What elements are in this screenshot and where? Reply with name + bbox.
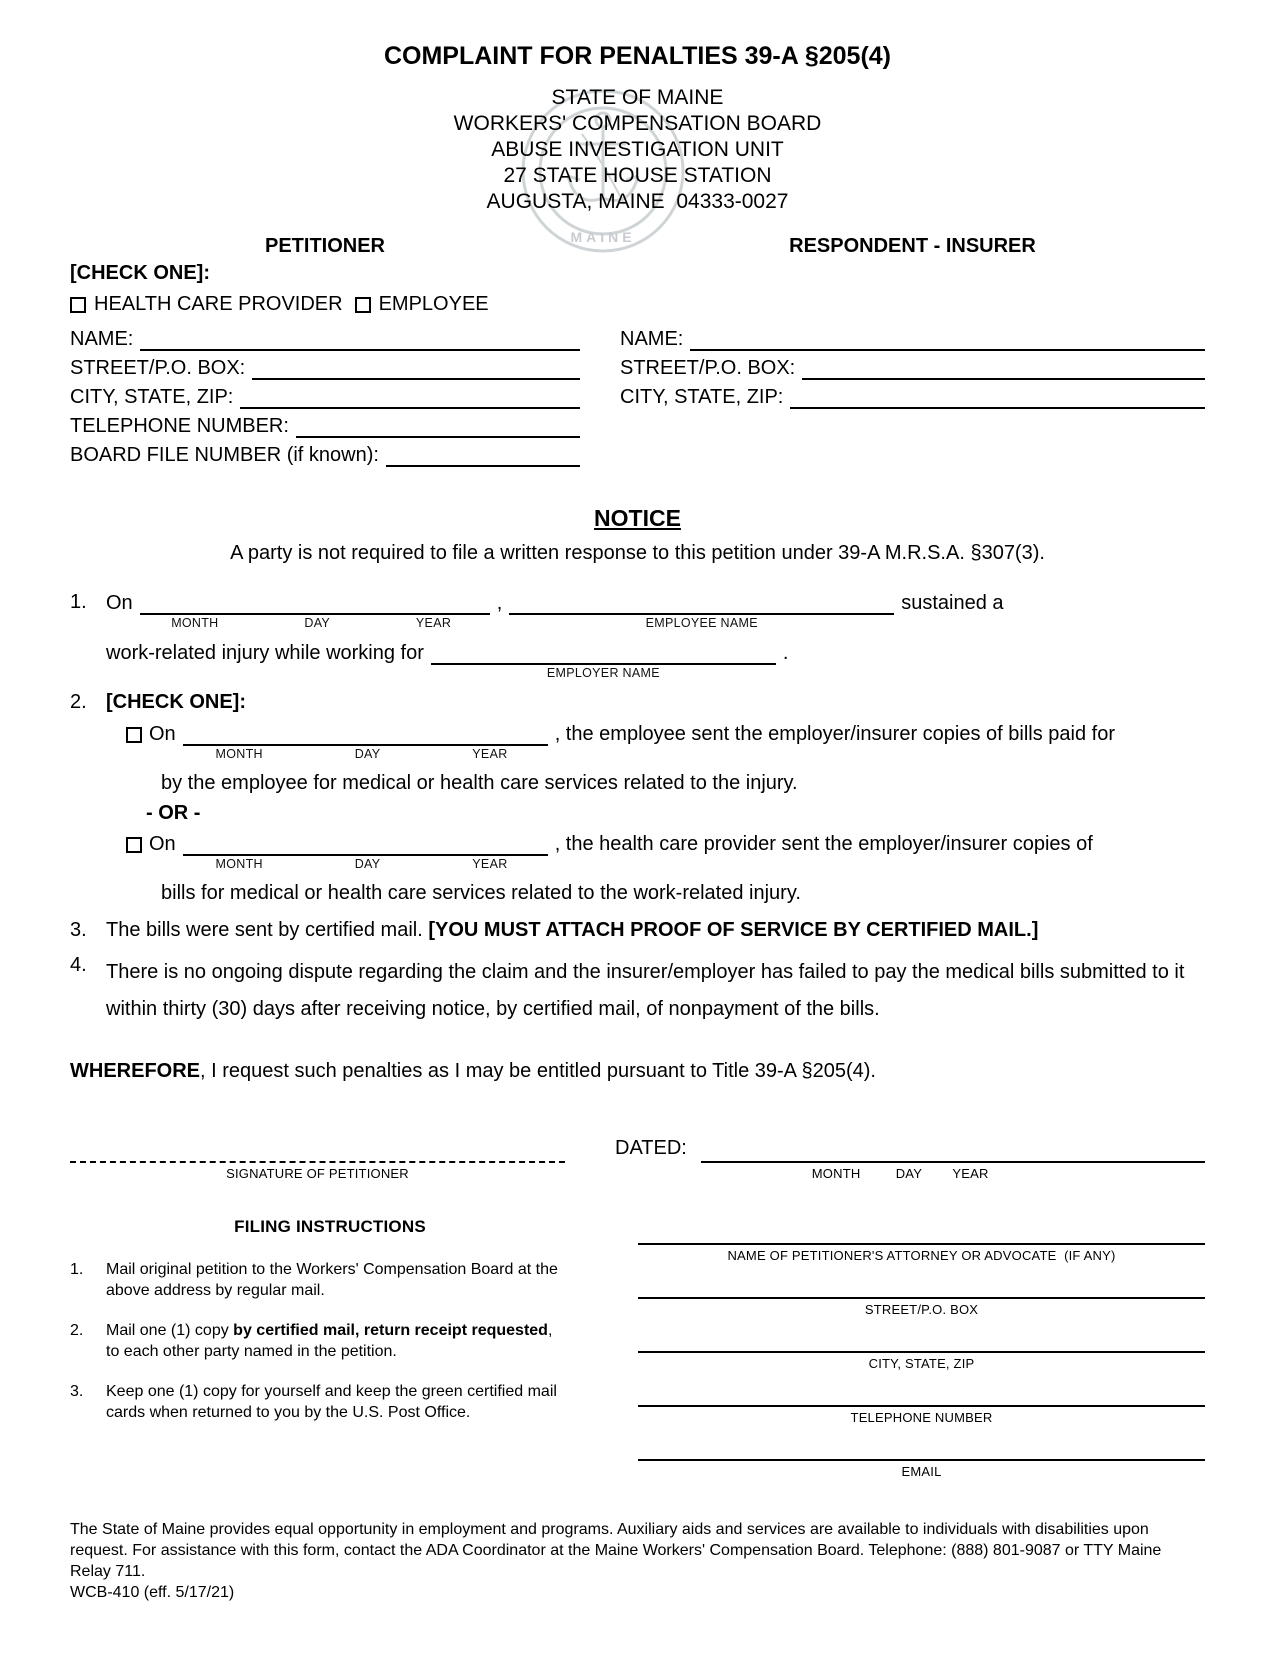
- respondent-street-label: STREET/P.O. BOX:: [620, 357, 796, 379]
- agency-line-unit: ABUSE INVESTIGATION UNIT: [491, 138, 784, 161]
- wherefore-bold: WHEREFORE: [70, 1060, 200, 1082]
- signature-section: [70, 1137, 1205, 1181]
- item-4: [70, 954, 1205, 1028]
- employee-name-sublabel: [509, 616, 894, 630]
- filing-2-pre: Mail one (1) copy: [106, 1322, 234, 1339]
- employer-name-label: EMPLOYER NAME: [546, 666, 660, 680]
- employer-name-sublabel: [431, 666, 776, 680]
- respondent-street-input[interactable]: [802, 356, 1205, 380]
- item-3: [70, 919, 1205, 942]
- attorney-street-label: STREET/P.O. BOX: [864, 1302, 979, 1317]
- health-care-provider-label: HEALTH CARE PROVIDER: [94, 293, 343, 315]
- employee-label: EMPLOYEE: [378, 293, 489, 315]
- form-code: WCB-410 (eff. 5/17/21): [70, 1584, 235, 1601]
- health-care-provider-checkbox[interactable]: [70, 297, 86, 313]
- attorney-street-input[interactable]: [638, 1277, 1205, 1299]
- party-headings: [70, 235, 1205, 258]
- filing-3-number: 3.: [70, 1383, 84, 1400]
- agency-line-street: 27 STATE HOUSE STATION: [503, 164, 772, 187]
- agency-line-board: WORKERS' COMPENSATION BOARD: [453, 112, 822, 135]
- petitioner-heading: PETITIONER: [264, 235, 385, 257]
- petitioner-telephone-input[interactable]: [296, 414, 580, 438]
- respondent-name-row: [620, 322, 1205, 351]
- item-2b-rest-text: , the health care provider sent the employer/insurer copies of: [554, 833, 1093, 855]
- item-2a-rest-text: , the employee sent the employer/insurer copies of bills paid for: [554, 723, 1115, 745]
- item-1-line2-text: work-related injury while working for: [106, 642, 424, 664]
- notice-heading: NOTICE: [594, 505, 681, 531]
- month-label: MONTH: [215, 857, 263, 871]
- attorney-telephone-label: TELEPHONE NUMBER: [850, 1410, 993, 1425]
- item-1-employee-name-input[interactable]: [509, 591, 894, 630]
- day-label: DAY: [304, 616, 331, 630]
- attorney-city-label: CITY, STATE, ZIP: [868, 1356, 975, 1371]
- year-label: YEAR: [415, 616, 452, 630]
- petitioner-telephone-row: [70, 409, 580, 438]
- respondent-fields: [620, 322, 1205, 467]
- item-1-sustained-text: sustained a: [901, 592, 1004, 614]
- agency-line-state: STATE OF MAINE: [551, 86, 724, 109]
- item-1: [70, 591, 1205, 691]
- attorney-city-input[interactable]: [638, 1331, 1205, 1353]
- filing-instruction-2: [70, 1320, 590, 1362]
- agency-line-city: AUGUSTA, MAINE 04333-0027: [486, 190, 789, 213]
- ada-footer-text: The State of Maine provides equal opportunity in employment and programs. Auxiliary aids and services are available to individuals with disabilities upon request. For assistance with this form, contact the ADA Coordinator at the Maine Workers' Compensation Board. Telephone: (888) 801-9087 or TTY Maine Relay 711.: [70, 1521, 1162, 1580]
- agency-address-block: [70, 85, 1205, 215]
- filing-1-number: 1.: [70, 1261, 84, 1278]
- item-3-bold-text: [YOU MUST ATTACH PROOF OF SERVICE BY CERTIFIED MAIL.]: [428, 919, 1039, 941]
- item-2-option-b: [126, 832, 1205, 871]
- attorney-name-label: NAME OF PETITIONER'S ATTORNEY OR ADVOCATE (IF ANY): [727, 1248, 1116, 1263]
- day-label: DAY: [354, 747, 381, 761]
- petitioner-name-row: [70, 322, 580, 351]
- respondent-heading: RESPONDENT - INSURER: [789, 235, 1036, 257]
- dated-block: [701, 1141, 1205, 1181]
- wherefore-rest: , I request such penalties as I may be entitled pursuant to Title 39-A §205(4).: [200, 1060, 876, 1082]
- petitioner-fields: [70, 322, 580, 467]
- attorney-fields: [638, 1217, 1205, 1493]
- respondent-name-input[interactable]: [690, 327, 1205, 351]
- signature-label: SIGNATURE OF PETITIONER: [226, 1166, 409, 1181]
- item-2b-continuation: bills for medical or health care services related to the work-related injury.: [161, 882, 801, 904]
- petitioner-city-label: CITY, STATE, ZIP:: [70, 386, 234, 408]
- filing-2-post: , to each other party named in the petition.: [106, 1322, 553, 1360]
- item-2b-on-text: On: [149, 833, 176, 855]
- board-file-number-input[interactable]: [386, 443, 580, 467]
- petitioner-city-row: [70, 380, 580, 409]
- item-4-text: There is no ongoing dispute regarding the claim and the insurer/employer has failed to pay the medical bills submitted to it within thirty (30) days after receiving notice, by certified mail, of nonpayment of the bills.: [106, 961, 1185, 1020]
- month-label: MONTH: [811, 1166, 861, 1181]
- year-label: YEAR: [952, 1166, 989, 1181]
- month-day-year-labels: [183, 857, 548, 871]
- attorney-telephone-input[interactable]: [638, 1385, 1205, 1407]
- item-2b-date-input[interactable]: [183, 832, 548, 871]
- filing-instructions-heading: FILING INSTRUCTIONS: [234, 1217, 426, 1236]
- item-2a-continuation: by the employee for medical or health care services related to the injury.: [161, 772, 798, 794]
- employee-checkbox[interactable]: [355, 297, 371, 313]
- respondent-street-row: [620, 351, 1205, 380]
- item-2-number: 2.: [70, 691, 87, 713]
- numbered-items: [70, 591, 1205, 1028]
- employee-name-label: EMPLOYEE NAME: [645, 616, 758, 630]
- year-label: YEAR: [472, 747, 508, 761]
- wherefore-clause: [70, 1060, 1205, 1083]
- filing-instruction-3: [70, 1381, 590, 1423]
- filing-instruction-1: [70, 1259, 590, 1301]
- petitioner-street-label: STREET/P.O. BOX:: [70, 357, 246, 379]
- attorney-telephone-field: [638, 1385, 1205, 1425]
- dated-month-day-year-labels: [701, 1166, 1205, 1181]
- item-1-period: .: [782, 642, 789, 664]
- respondent-city-row: [620, 380, 1205, 409]
- respondent-name-label: NAME:: [620, 328, 684, 350]
- notice-body: A party is not required to file a written response to this petition under 39-A M.R.S.A. §307(3).: [230, 542, 1045, 564]
- board-file-number-row: [70, 438, 580, 467]
- filing-2-number: 2.: [70, 1322, 84, 1339]
- petitioner-street-row: [70, 351, 580, 380]
- petitioner-name-input[interactable]: [140, 327, 580, 351]
- filing-2-bold: by certified mail, return receipt requested: [233, 1322, 548, 1339]
- form-title: COMPLAINT FOR PENALTIES 39-A §205(4): [383, 42, 892, 70]
- month-label: MONTH: [215, 747, 263, 761]
- item-1-number: 1.: [70, 591, 87, 613]
- filing-1-text: Mail original petition to the Workers' Compensation Board at the above address by regular mail.: [106, 1261, 558, 1299]
- board-file-number-label: BOARD FILE NUMBER (if known):: [70, 444, 379, 466]
- petitioner-type-row: [70, 293, 1205, 316]
- item-2a-date-input[interactable]: [183, 722, 548, 761]
- item-2a-on-text: On: [149, 723, 176, 745]
- dated-label: DATED:: [615, 1137, 687, 1159]
- petitioner-street-input[interactable]: [252, 356, 580, 380]
- item-3-text: The bills were sent by certified mail.: [106, 919, 423, 941]
- day-label: DAY: [895, 1166, 923, 1181]
- respondent-city-label: CITY, STATE, ZIP:: [620, 386, 784, 408]
- respondent-city-input[interactable]: [790, 385, 1205, 409]
- attorney-name-field: [638, 1223, 1205, 1263]
- attorney-street-field: [638, 1277, 1205, 1317]
- check-one-label: [CHECK ONE]:: [70, 262, 210, 284]
- item-1-on-text: On: [106, 592, 133, 614]
- item-2: [70, 691, 1205, 905]
- filing-and-attorney-section: [70, 1217, 1205, 1493]
- attorney-email-label: EMAIL: [901, 1464, 942, 1479]
- item-1-employer-name-input[interactable]: [431, 641, 776, 680]
- seal-text: MAINE: [569, 229, 636, 245]
- signature-block: [70, 1141, 565, 1181]
- month-day-year-labels: [183, 747, 548, 761]
- item-2-option-a-checkbox[interactable]: [126, 727, 142, 743]
- filing-3-text: Keep one (1) copy for yourself and keep the green certified mail cards when returned to you by the U.S. Post Office.: [106, 1383, 557, 1421]
- signature-input[interactable]: [70, 1141, 565, 1163]
- attorney-name-input[interactable]: [638, 1223, 1205, 1245]
- item-1-comma: ,: [496, 592, 503, 614]
- attorney-email-field: [638, 1439, 1205, 1479]
- item-2-option-b-checkbox[interactable]: [126, 837, 142, 853]
- item-2-check-one-label: [CHECK ONE]:: [106, 691, 246, 713]
- month-label: MONTH: [171, 616, 219, 630]
- item-4-number: 4.: [70, 954, 87, 976]
- day-label: DAY: [354, 857, 381, 871]
- party-fields: [70, 322, 1205, 467]
- item-3-number: 3.: [70, 919, 87, 941]
- item-1-date-input[interactable]: [140, 591, 490, 630]
- or-separator: - OR -: [146, 802, 201, 824]
- year-label: YEAR: [472, 857, 508, 871]
- dated-input[interactable]: [701, 1141, 1205, 1163]
- petitioner-telephone-label: TELEPHONE NUMBER:: [70, 415, 289, 437]
- filing-2-text: [106, 1320, 558, 1362]
- month-day-year-labels: [140, 616, 490, 630]
- item-2-option-a: [126, 722, 1205, 761]
- petitioner-name-label: NAME:: [70, 328, 134, 350]
- filing-instructions: [70, 1217, 590, 1493]
- petitioner-city-input[interactable]: [240, 385, 580, 409]
- attorney-email-input[interactable]: [638, 1439, 1205, 1461]
- attorney-city-field: [638, 1331, 1205, 1371]
